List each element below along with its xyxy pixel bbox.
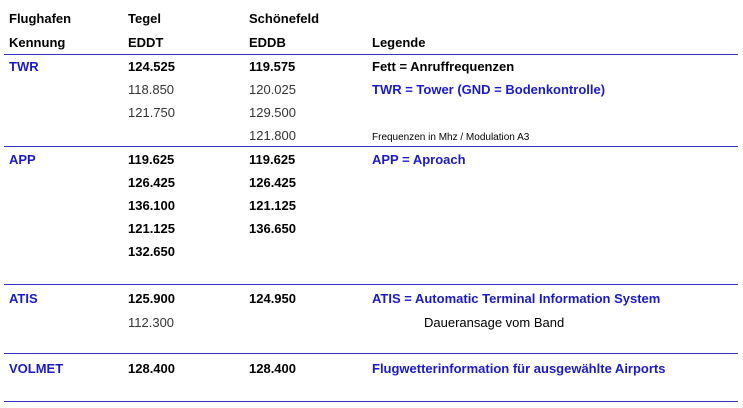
tegel-frequency: 121.750 bbox=[128, 105, 175, 120]
section-label-app: APP bbox=[9, 152, 36, 167]
legend-text: ATIS = Automatic Terminal Information System bbox=[372, 291, 661, 306]
table-row bbox=[0, 311, 743, 334]
table-row bbox=[0, 357, 743, 380]
schoenefeld-frequency: 126.425 bbox=[249, 175, 296, 190]
legend-text: APP = Aproach bbox=[372, 152, 466, 167]
table-row bbox=[0, 55, 743, 78]
header-airport: Flughafen bbox=[9, 11, 72, 26]
schoenefeld-frequency: 136.650 bbox=[249, 221, 296, 236]
header-code-tegel: EDDT bbox=[128, 35, 164, 50]
legend-text: Daueransage vom Band bbox=[424, 315, 565, 330]
separator-line bbox=[4, 401, 738, 402]
section-label-atis: ATIS bbox=[9, 291, 38, 306]
schoenefeld-frequency: 119.625 bbox=[249, 152, 296, 167]
table-row bbox=[0, 101, 743, 124]
table-row bbox=[0, 78, 743, 101]
legend-text: Flugwetterinformation für ausgewählte Airports bbox=[372, 361, 666, 376]
header-code: Kennung bbox=[9, 35, 66, 50]
tegel-frequency: 126.425 bbox=[128, 175, 175, 190]
table-row bbox=[0, 240, 743, 263]
schoenefeld-frequency: 129.500 bbox=[249, 105, 296, 120]
tegel-frequency: 125.900 bbox=[128, 291, 175, 306]
schoenefeld-frequency: 121.800 bbox=[249, 128, 296, 143]
legend-text: TWR = Tower (GND = Bodenkontrolle) bbox=[372, 82, 606, 97]
schoenefeld-frequency: 124.950 bbox=[249, 291, 296, 306]
legend-note: Frequenzen in Mhz / Modulation A3 bbox=[372, 132, 530, 143]
header-code-schoenefeld: EDDB bbox=[249, 35, 286, 50]
header-legend: Legende bbox=[372, 35, 426, 50]
separator-line bbox=[4, 284, 738, 285]
table-row bbox=[0, 217, 743, 240]
tegel-frequency: 132.650 bbox=[128, 244, 175, 259]
tegel-frequency: 119.625 bbox=[128, 152, 175, 167]
schoenefeld-frequency: 119.575 bbox=[249, 59, 296, 74]
separator-line bbox=[4, 146, 738, 147]
tegel-frequency: 128.400 bbox=[128, 361, 175, 376]
table-row bbox=[0, 194, 743, 217]
section-label-twr: TWR bbox=[9, 59, 39, 74]
tegel-frequency: 121.125 bbox=[128, 221, 175, 236]
header-tegel: Tegel bbox=[128, 11, 161, 26]
table-row bbox=[0, 148, 743, 171]
separator-line bbox=[4, 353, 738, 354]
section-label-volmet: VOLMET bbox=[9, 361, 64, 376]
schoenefeld-frequency: 120.025 bbox=[249, 82, 296, 97]
header-row-1 bbox=[0, 7, 743, 30]
tegel-frequency: 124.525 bbox=[128, 59, 175, 74]
tegel-frequency: 112.300 bbox=[128, 315, 175, 330]
schoenefeld-frequency: 128.400 bbox=[249, 361, 296, 376]
legend-text: Fett = Anruffrequenzen bbox=[372, 59, 515, 74]
table-row bbox=[0, 287, 743, 310]
schoenefeld-frequency: 121.125 bbox=[249, 198, 296, 213]
table-row bbox=[0, 171, 743, 194]
tegel-frequency: 118.850 bbox=[128, 82, 175, 97]
tegel-frequency: 136.100 bbox=[128, 198, 175, 213]
table-row bbox=[0, 124, 743, 147]
header-row-2 bbox=[0, 31, 743, 54]
header-schoenefeld: Schönefeld bbox=[249, 11, 320, 26]
